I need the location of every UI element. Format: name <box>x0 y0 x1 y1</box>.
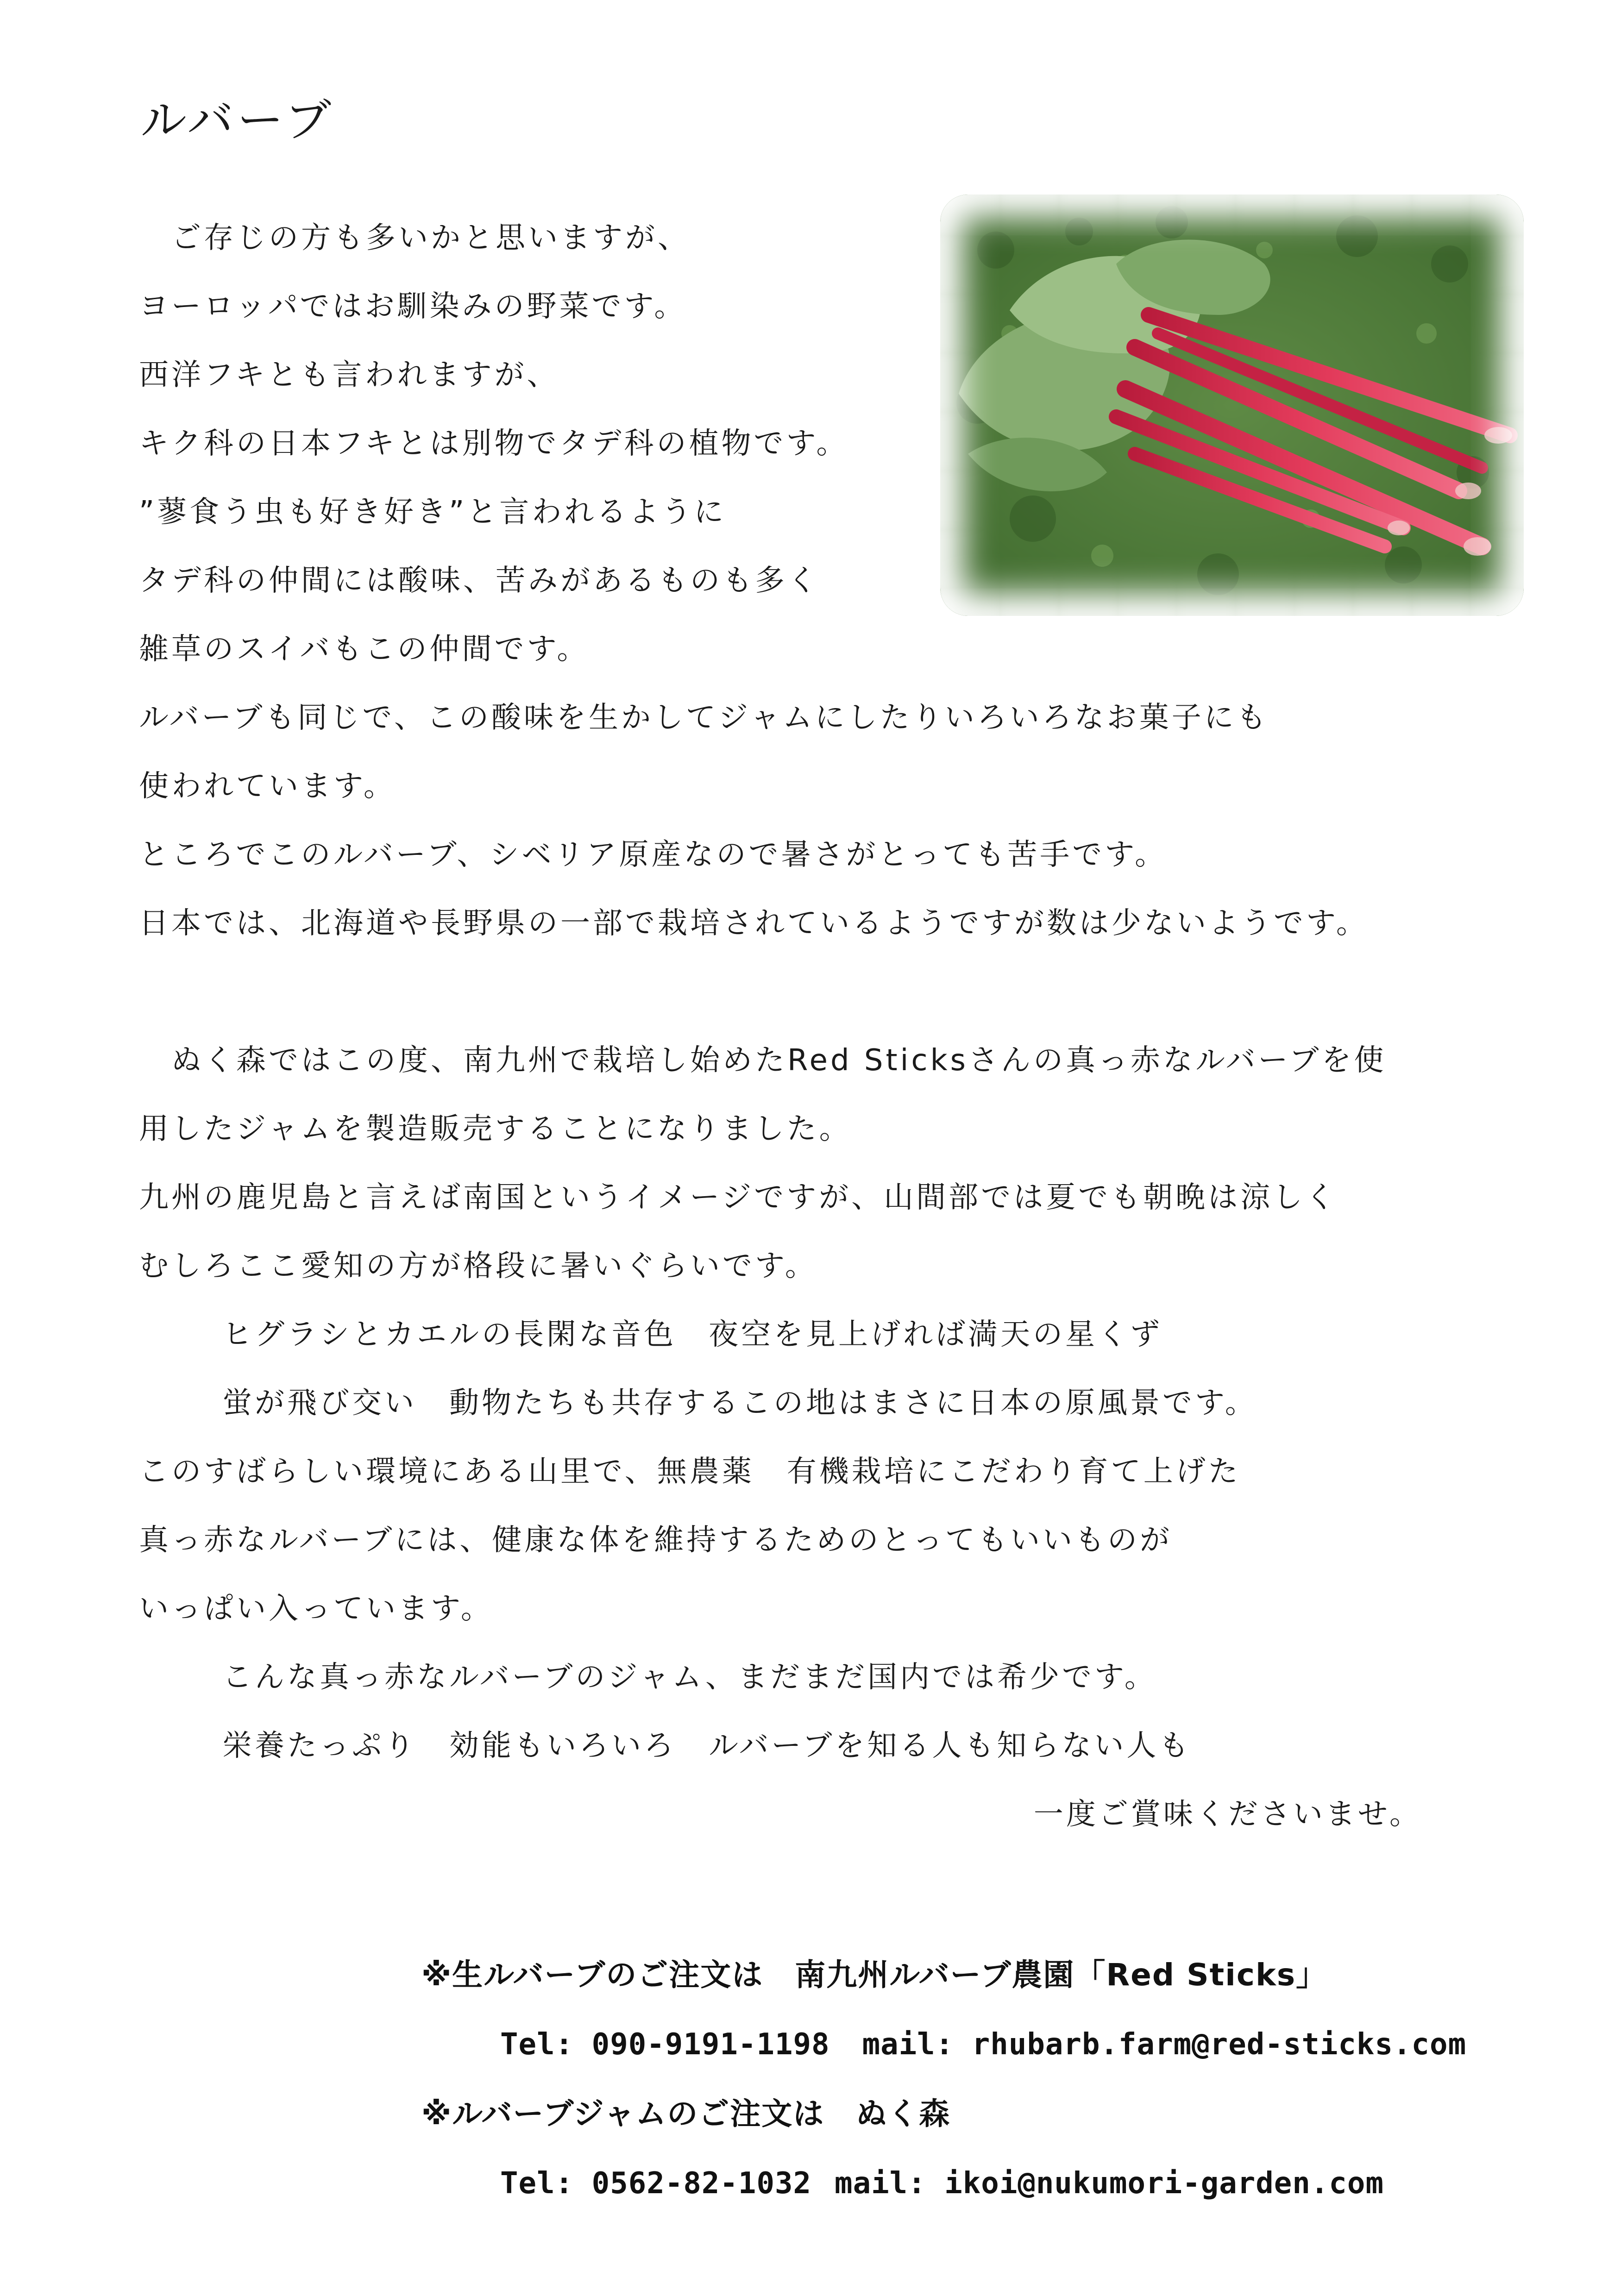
jam-mail-label: mail: <box>835 2166 926 2201</box>
story-line: むしろここ愛知の方が格段に暑いぐらいです。 <box>139 1249 817 1283</box>
story-line: こんな真っ赤なルバーブのジャム、まだまだ国内では希少です。 <box>222 1660 1157 1694</box>
jam-tel[interactable]: 0562-82-1032 <box>591 2166 812 2201</box>
story-line: 真っ赤なルバーブには、健康な体を維持するためのとってもいいものが <box>139 1523 1173 1557</box>
intro-line: ルバーブも同じで、この酸味を生かしてジャムにしたりいろいろなお菓子にも <box>139 701 1269 735</box>
jam-tel-label: Tel: <box>500 2166 574 2201</box>
intro-line: ところでこのルバーブ、シベリア原産なので暑さがとっても苦手です。 <box>139 838 1168 872</box>
order-contact <box>421 1940 1466 2218</box>
intro-line: 西洋フキとも言われますが、 <box>139 358 559 392</box>
story-line: 栄養たっぷり 効能もいろいろ ルバーブを知る人も知らない人も <box>222 1729 1192 1763</box>
intro-line: 日本では、北海道や長野県の一部で栽培されているようですが数は少ないようです。 <box>139 906 1369 941</box>
article-body <box>139 204 1505 1849</box>
intro-line: ”蓼食う虫も好き好き”と言われるように <box>139 495 727 529</box>
farm-order-heading: ※生ルバーブのご注文は 南九州ルバーブ農園「Red Sticks」 <box>421 1957 1328 1993</box>
intro-line: 雑草のスイバもこの仲間です。 <box>139 632 590 666</box>
story-line: 蛍が飛び交い 動物たちも共存するこの地はまさに日本の原風景です。 <box>222 1386 1257 1420</box>
closing-line: 一度ご賞味くださいませ。 <box>1033 1797 1422 1832</box>
jam-contact-details <box>421 2149 1466 2218</box>
farm-tel-label: Tel: <box>500 2027 574 2062</box>
story-line: このすばらしい環境にある山里で、無農薬 有機栽培にこだわり育て上げた <box>139 1455 1241 1489</box>
jam-order-heading: ※ルバーブジャムのご注文は ぬく森 <box>421 2096 951 2132</box>
story-line: いっぱい入っています。 <box>139 1592 493 1626</box>
intro-line: タデ科の仲間には酸味、苦みがあるものも多く <box>139 564 820 598</box>
farm-mail[interactable]: rhubarb.farm@red-sticks.com <box>972 2027 1467 2062</box>
intro-line: ヨーロッパではお馴染みの野菜です。 <box>139 289 687 324</box>
intro-line: キク科の日本フキとは別物でタデ科の植物です。 <box>139 427 849 461</box>
story-line: 用したジャムを製造販売することになりました。 <box>139 1112 852 1146</box>
jam-mail[interactable]: ikoi@nukumori-garden.com <box>944 2166 1384 2201</box>
intro-line: ご存じの方も多いかと思いますが、 <box>171 221 690 255</box>
intro-line: 使われています。 <box>139 769 396 803</box>
farm-tel[interactable]: 090-9191-1198 <box>591 2027 830 2062</box>
farm-mail-label: mail: <box>862 2027 954 2062</box>
page-title: ルバーブ <box>140 93 335 147</box>
farm-contact-details <box>421 2010 1466 2079</box>
paragraph-gap <box>139 958 1505 1026</box>
story-line: 九州の鹿児島と言えば南国というイメージですが、山間部では夏でも朝晩は涼しく <box>139 1180 1338 1215</box>
story-line: ヒグラシとカエルの長閑な音色 夜空を見上げれば満天の星くず <box>222 1317 1162 1352</box>
story-line: ぬく森ではこの度、南九州で栽培し始めたRed Sticksさんの真っ赤なルバーブを使 <box>171 1043 1387 1078</box>
